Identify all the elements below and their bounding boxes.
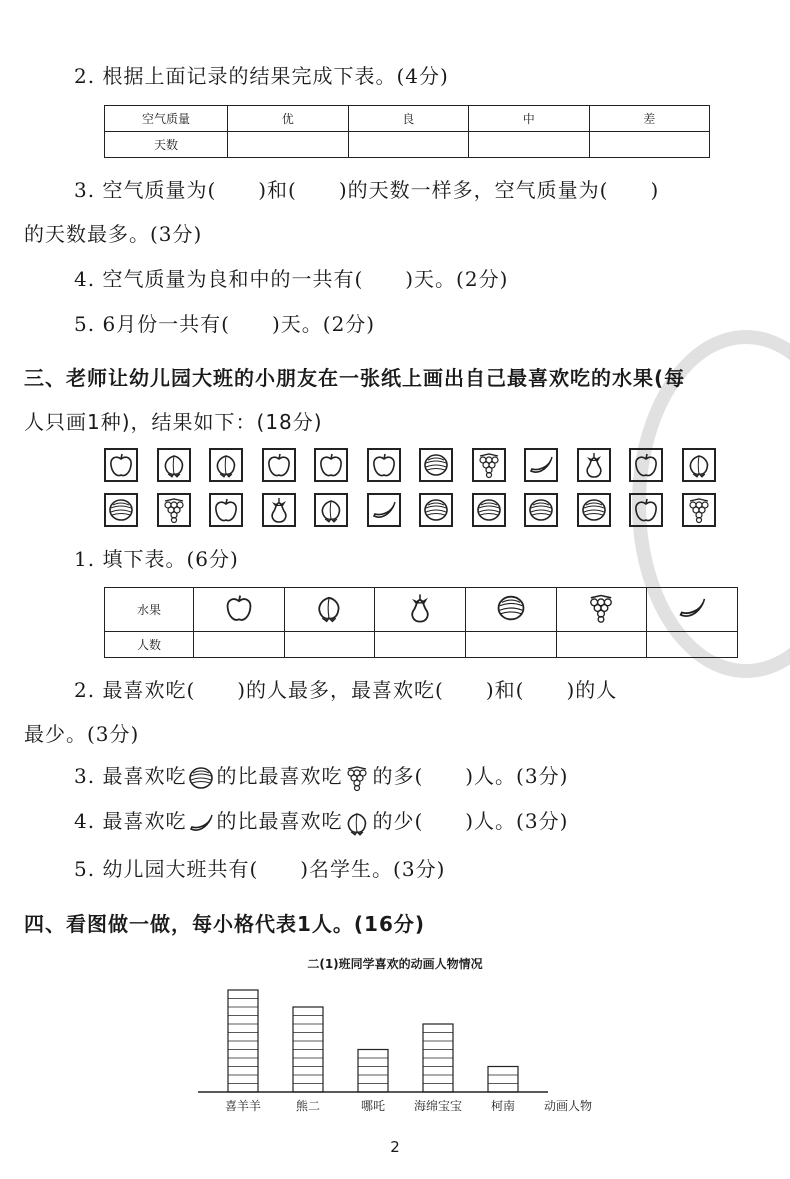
answer-cell[interactable] [194, 632, 285, 658]
watermelon-icon [494, 591, 528, 628]
banana-icon [367, 493, 401, 527]
apple-icon [222, 591, 256, 628]
bar-哪吒 [358, 1050, 388, 1093]
banana-icon [675, 591, 709, 628]
question-2-2: 2. 根据上面记录的结果完成下表。(4分) [74, 64, 449, 88]
grapes-icon [472, 448, 506, 482]
peach-icon [209, 448, 243, 482]
air-quality-table [104, 105, 710, 158]
peach-icon [157, 448, 191, 482]
table-fruit-cell [465, 588, 556, 632]
question-3-2-line2: 最少。(3分) [24, 722, 140, 746]
q4-text-b: 的比最喜欢吃 [216, 809, 343, 833]
answer-cell[interactable] [589, 132, 710, 158]
question-2-3-line2: 的天数最多。(3分) [24, 222, 203, 246]
peach-icon [312, 591, 346, 628]
table-row-label: 人数 [105, 632, 194, 658]
x-tick-label: 喜羊羊 [224, 1099, 262, 1113]
question-2-4: 4. 空气质量为良和中的一共有( )天。(2分) [74, 267, 509, 291]
q4-text-a: 4. 最喜欢吃 [74, 809, 187, 833]
question-3-4 [74, 805, 568, 838]
pear-icon [403, 591, 437, 628]
answer-cell[interactable] [375, 632, 466, 658]
table-row-label: 水果 [105, 588, 194, 632]
table-row-label: 天数 [105, 132, 228, 158]
watermelon-icon [104, 493, 138, 527]
peach-icon [314, 493, 348, 527]
section-3-title-line1: 三、老师让幼儿园大班的小朋友在一张纸上画出自己最喜欢吃的水果(每 [24, 366, 686, 390]
watermelon-icon [419, 448, 453, 482]
table-header-cell: 中 [469, 106, 590, 132]
table-fruit-cell [194, 588, 285, 632]
watermelon-icon [472, 493, 506, 527]
answer-cell[interactable] [469, 132, 590, 158]
peach-icon [682, 448, 716, 482]
grapes-icon [682, 493, 716, 527]
q4-text-c: 的少( )人。(3分) [372, 809, 569, 833]
answer-cell[interactable] [228, 132, 349, 158]
watermelon-icon [419, 493, 453, 527]
table-header-cell: 差 [589, 106, 710, 132]
x-tick-label: 熊二 [295, 1099, 321, 1113]
banana-icon [186, 808, 216, 838]
q3-text-c: 的多( )人。(3分) [372, 764, 569, 788]
chart-title: 二(1)班同学喜欢的动画人物情况 [307, 957, 483, 971]
question-2-5: 5. 6月份一共有( )天。(2分) [74, 312, 376, 336]
pear-icon [262, 493, 296, 527]
fruit-count-table [104, 587, 738, 658]
watermelon-icon [524, 493, 558, 527]
question-2-3-line1: 3. 空气质量为( )和( )的天数一样多，空气质量为( ) [74, 178, 660, 202]
answer-cell[interactable] [556, 632, 647, 658]
grapes-icon [342, 763, 372, 793]
watermelon-icon [577, 493, 611, 527]
answer-cell[interactable] [348, 132, 469, 158]
apple-icon [209, 493, 243, 527]
table-header-cell: 空气质量 [105, 106, 228, 132]
bar-柯南 [488, 1067, 518, 1093]
q3-text-b: 的比最喜欢吃 [216, 764, 343, 788]
q3-text-a: 3. 最喜欢吃 [74, 764, 187, 788]
grapes-icon [584, 591, 618, 628]
bar-chart [190, 970, 620, 1120]
apple-icon [629, 448, 663, 482]
x-tick-label: 海绵宝宝 [413, 1099, 463, 1113]
apple-icon [367, 448, 401, 482]
question-3-2-line1: 2. 最喜欢吃( )的人最多，最喜欢吃( )和( )的人 [74, 678, 618, 702]
table-header-cell: 良 [348, 106, 469, 132]
table-fruit-cell [284, 588, 375, 632]
watermelon-icon [186, 763, 216, 793]
answer-cell[interactable] [647, 632, 738, 658]
banana-icon [524, 448, 558, 482]
page-number: 2 [390, 1138, 400, 1156]
table-fruit-cell [647, 588, 738, 632]
x-tick-label: 哪吒 [360, 1099, 386, 1113]
answer-cell[interactable] [465, 632, 556, 658]
apple-icon [314, 448, 348, 482]
apple-icon [262, 448, 296, 482]
peach-icon [342, 808, 372, 838]
section-4-title: 四、看图做一做，每小格代表1人。(16分) [24, 912, 426, 936]
table-header-cell: 优 [228, 106, 349, 132]
apple-icon [104, 448, 138, 482]
apple-icon [629, 493, 663, 527]
pear-icon [577, 448, 611, 482]
x-tick-label: 柯南 [490, 1099, 516, 1113]
grapes-icon [157, 493, 191, 527]
answer-cell[interactable] [284, 632, 375, 658]
section-3-title-line2: 人只画1种)，结果如下：(18分) [24, 410, 323, 434]
question-3-3 [74, 760, 568, 793]
question-3-1: 1. 填下表。(6分) [74, 547, 239, 571]
table-fruit-cell [375, 588, 466, 632]
question-3-5: 5. 幼儿园大班共有( )名学生。(3分) [74, 857, 446, 881]
table-fruit-cell [556, 588, 647, 632]
x-axis-label: 动画人物 [543, 1099, 593, 1113]
